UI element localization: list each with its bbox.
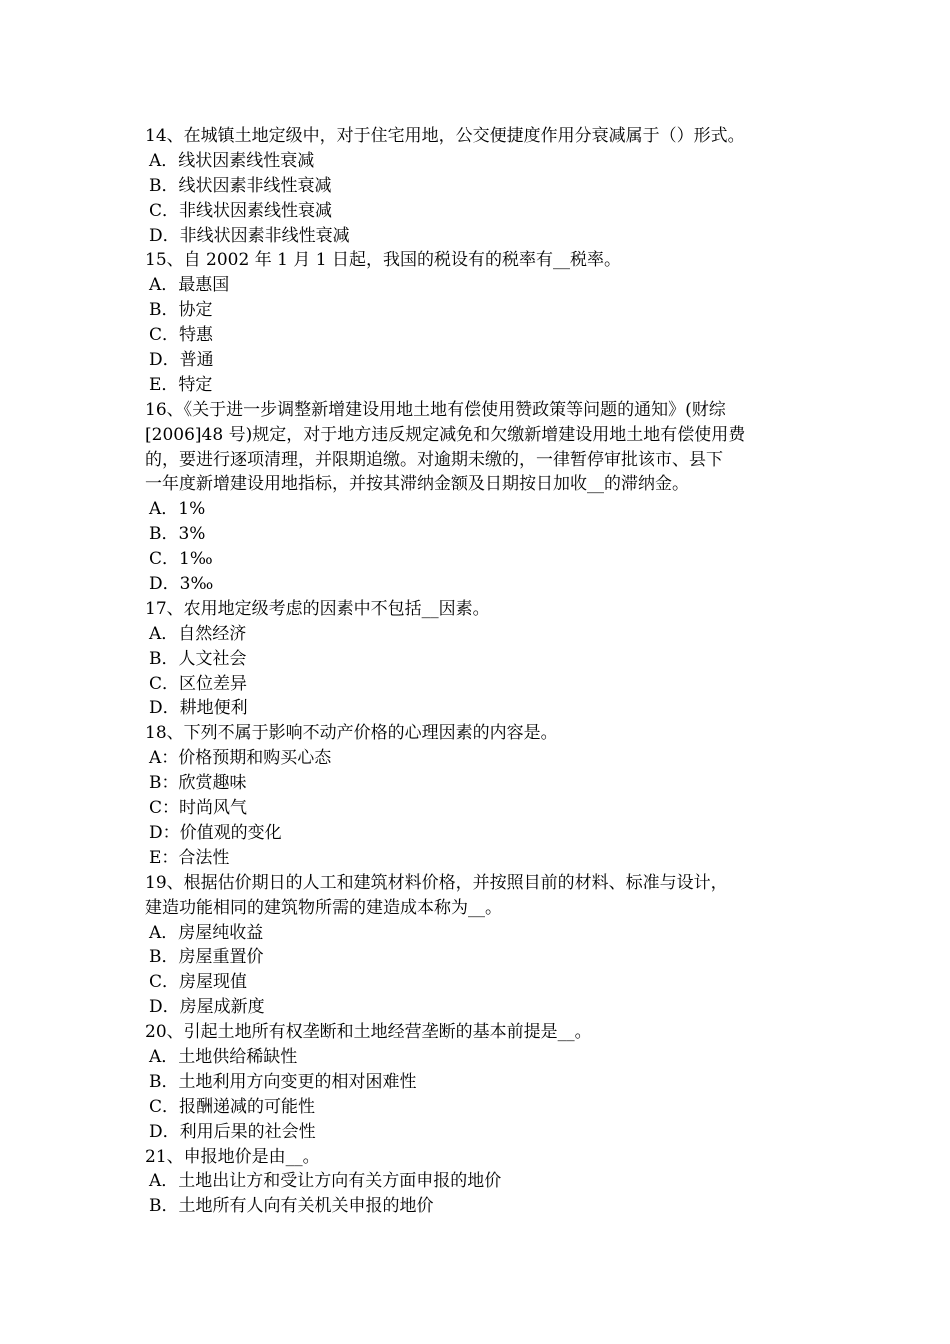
answer-option: A．1% — [149, 499, 206, 520]
answer-option: C．非线状因素线性衰减 — [149, 200, 333, 221]
answer-option: A．最惠国 — [149, 275, 230, 296]
question-15 — [145, 248, 810, 397]
question-14 — [145, 124, 810, 248]
question-18 — [145, 721, 810, 870]
answer-option: A．线状因素线性衰减 — [149, 150, 315, 171]
answer-option: A．土地供给稀缺性 — [149, 1046, 298, 1067]
answer-option: C：时尚风气 — [149, 798, 248, 819]
question-stem-line: 建造功能相同的建筑物所需的建造成本称为__。 — [145, 897, 502, 918]
question-stem-line: 15、自 2002 年 1 月 1 日起，我国的税设有的税率有__税率。 — [145, 250, 621, 271]
answer-option: B．3% — [149, 524, 206, 545]
question-stem-line: [2006]48 号)规定，对于地方违反规定减免和欠缴新增建设用地土地有偿使用费 — [145, 424, 746, 445]
question-stem-line: 18、下列不属于影响不动产价格的心理因素的内容是。 — [145, 723, 558, 744]
answer-option: D．房屋成新度 — [149, 997, 265, 1018]
answer-option: A：价格预期和购买心态 — [149, 748, 332, 769]
question-stem-line: 16、《关于进一步调整新增建设用地土地有偿使用赞政策等问题的通知》(财综 — [145, 399, 726, 420]
answer-option: C．房屋现值 — [149, 972, 248, 993]
question-20 — [145, 1020, 810, 1144]
answer-option: D．3‰ — [149, 574, 214, 595]
answer-option: B．土地所有人向有关机关申报的地价 — [149, 1196, 434, 1217]
question-21 — [145, 1145, 810, 1220]
question-stem-line: 20、引起土地所有权垄断和土地经营垄断的基本前提是__。 — [145, 1022, 592, 1043]
answer-option: C．报酬递减的可能性 — [149, 1096, 316, 1117]
answer-option: D．利用后果的社会性 — [149, 1121, 316, 1142]
answer-option: A．自然经济 — [149, 623, 247, 644]
answer-option: C．1‰ — [149, 549, 213, 570]
question-19 — [145, 871, 810, 1020]
answer-option: E：合法性 — [149, 847, 230, 868]
answer-option: E．特定 — [149, 374, 213, 395]
question-16 — [145, 398, 810, 597]
question-stem-line: 14、在城镇土地定级中，对于住宅用地，公交便捷度作用分衰减属于（）形式。 — [145, 126, 745, 146]
answer-option: D．耕地便利 — [149, 698, 248, 719]
question-list — [145, 124, 810, 1219]
answer-option: B．人文社会 — [149, 648, 247, 669]
answer-option: A．土地出让方和受让方向有关方面申报的地价 — [149, 1171, 502, 1192]
question-stem-line: 21、申报地价是由__。 — [145, 1146, 320, 1167]
answer-option: B：欣赏趣味 — [149, 773, 247, 794]
answer-option: D：价值观的变化 — [149, 822, 282, 843]
question-stem-line: 的，要进行逐项清理，并限期追缴。对逾期未缴的，一律暂停审批该市、县下 — [145, 449, 723, 470]
answer-option: D．非线状因素非线性衰减 — [149, 225, 350, 246]
answer-option: A．房屋纯收益 — [149, 922, 264, 943]
answer-option: C．区位差异 — [149, 673, 248, 694]
answer-option: B．协定 — [149, 300, 213, 321]
question-stem-line: 17、农用地定级考虑的因素中不包括__因素。 — [145, 598, 490, 619]
question-17 — [145, 597, 810, 721]
answer-option: D．普通 — [149, 350, 214, 371]
answer-option: C．特惠 — [149, 325, 214, 346]
answer-option: B．线状因素非线性衰减 — [149, 175, 332, 196]
answer-option: B．房屋重置价 — [149, 947, 264, 968]
question-stem-line: 一年度新增建设用地指标，并按其滞纳金额及日期按日加收__的滞纳金。 — [145, 474, 689, 495]
answer-option: B．土地利用方向变更的相对困难性 — [149, 1071, 417, 1092]
question-stem-line: 19、根据估价期日的人工和建筑材料价格，并按照目前的材料、标准与设计， — [145, 872, 728, 893]
